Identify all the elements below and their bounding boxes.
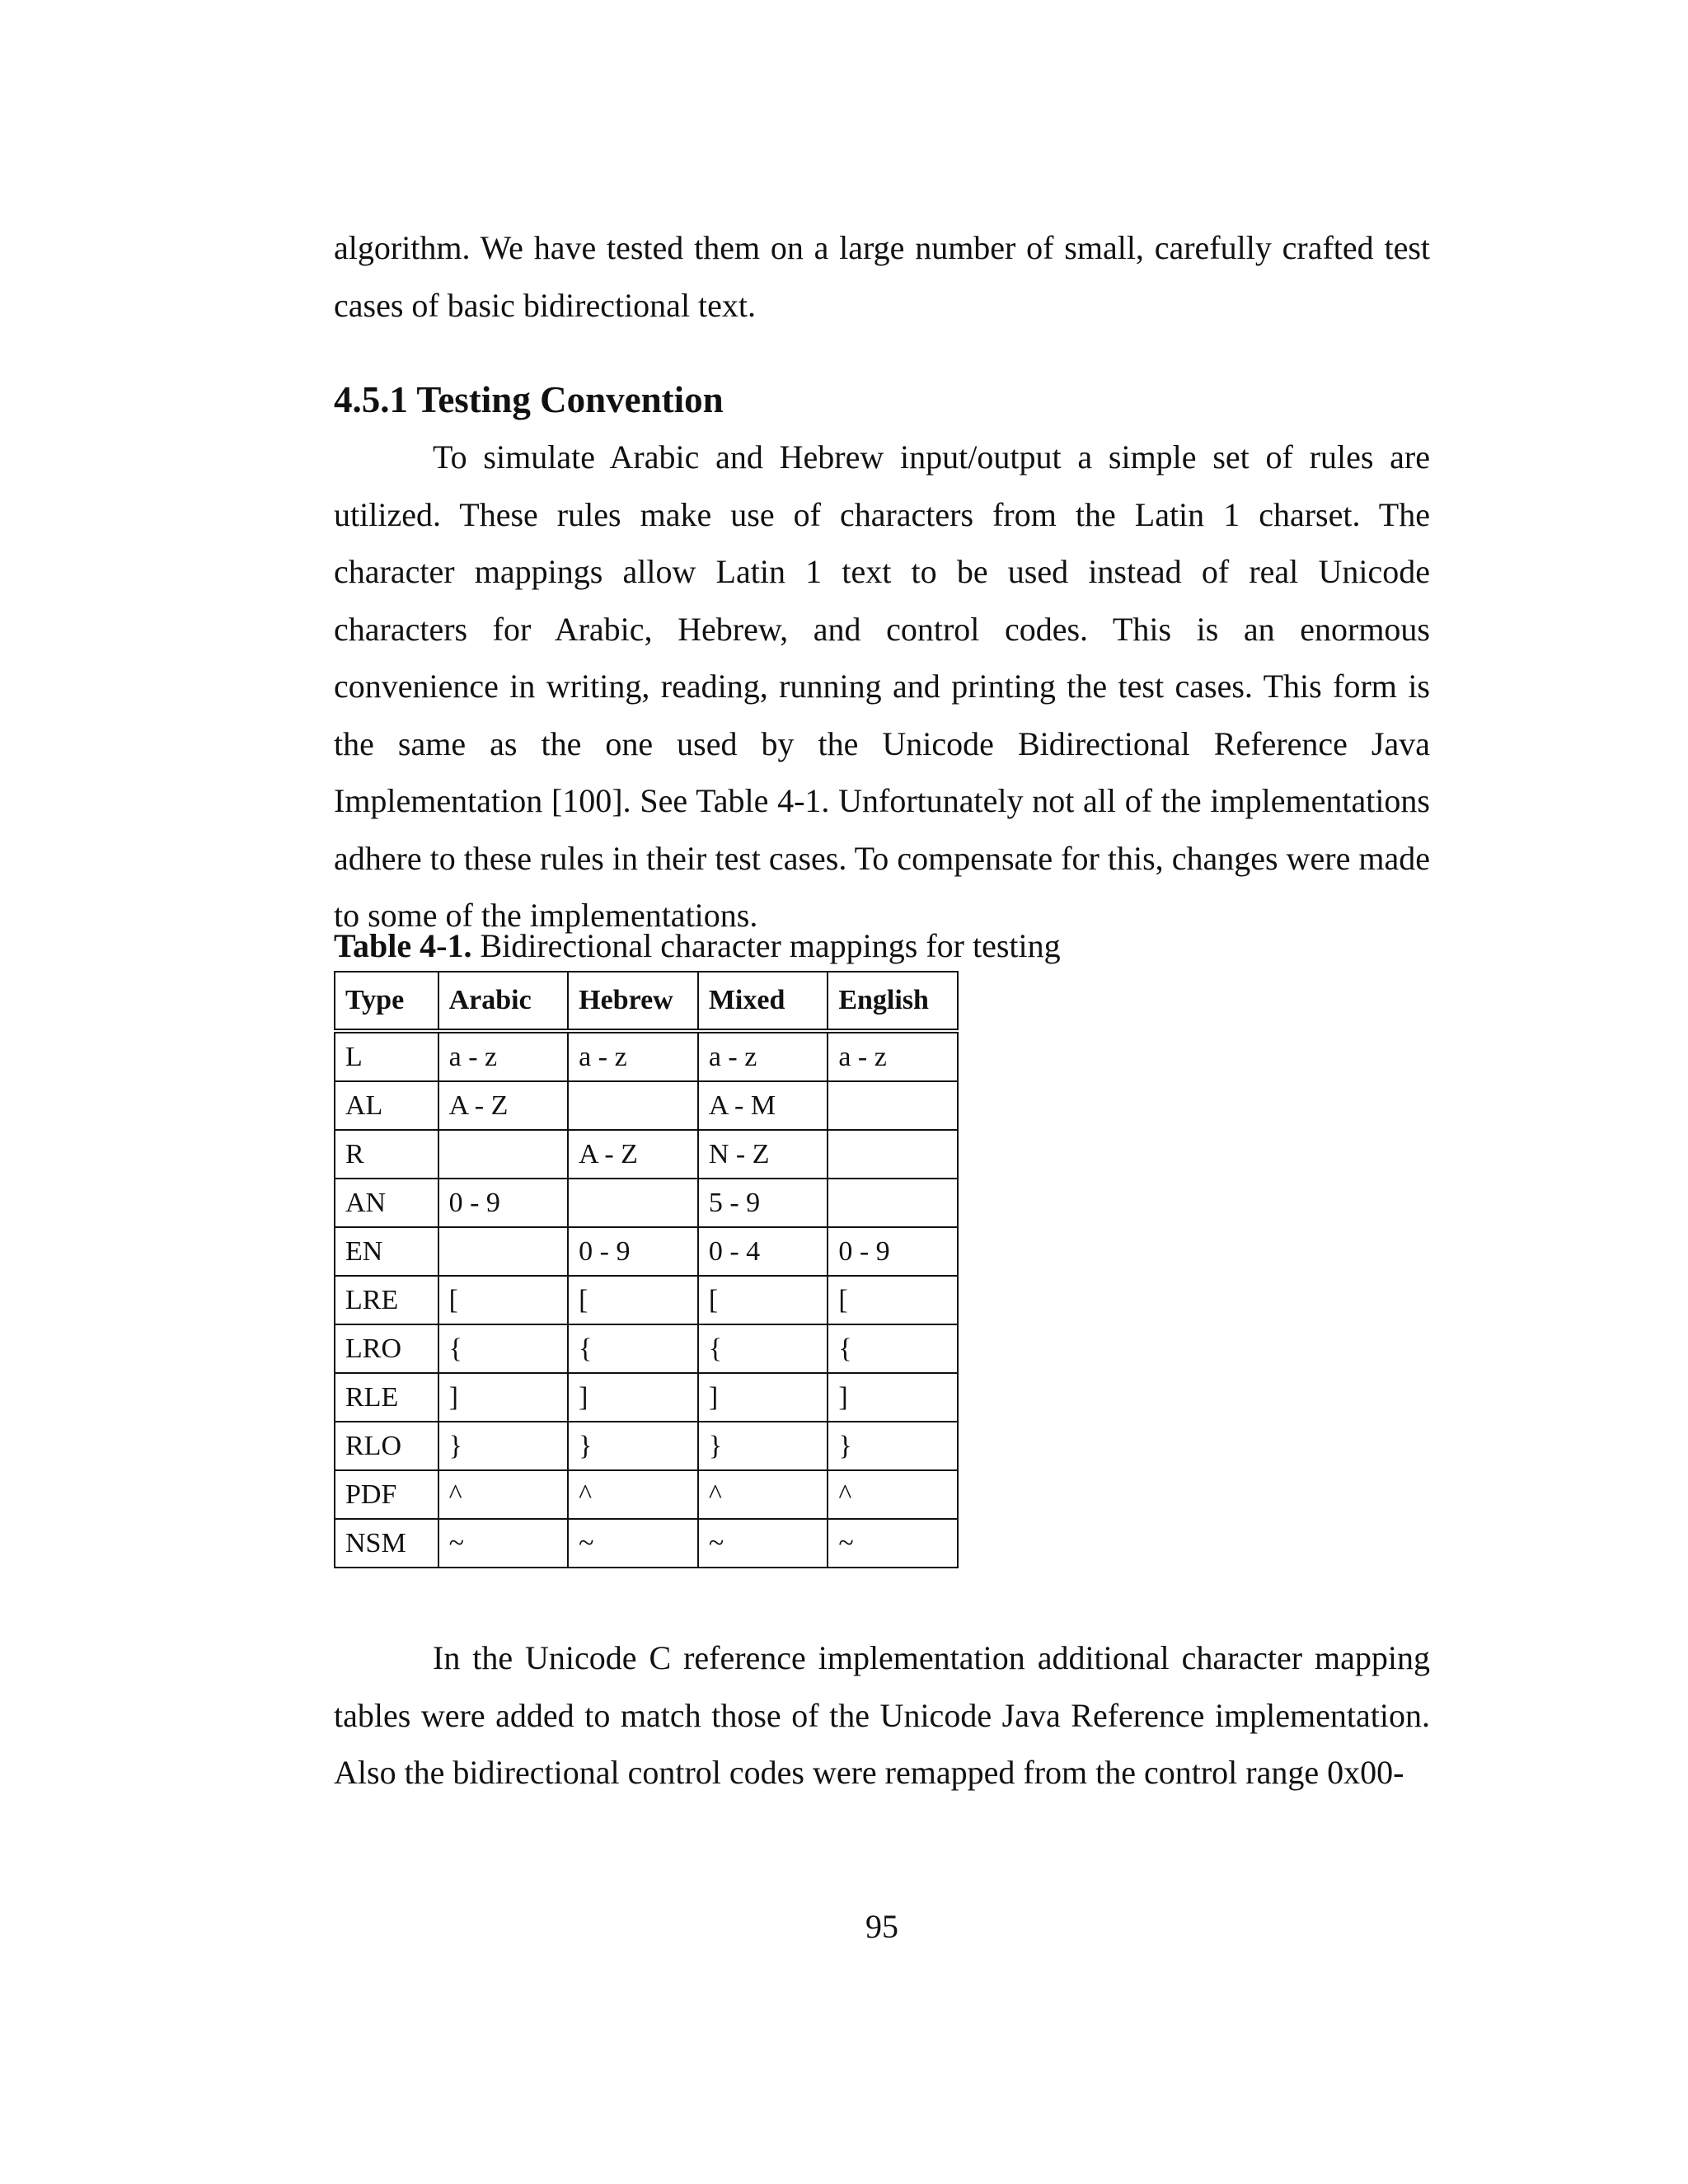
table-row — [335, 1130, 958, 1179]
cell-arabic: ^ — [438, 1470, 569, 1519]
cell-english: a - z — [828, 1031, 958, 1081]
cell-english — [828, 1179, 958, 1227]
cell-arabic — [438, 1130, 569, 1179]
cell-arabic: 0 - 9 — [438, 1179, 569, 1227]
cell-mixed: { — [698, 1324, 828, 1373]
cell-hebrew: [ — [568, 1276, 698, 1324]
cell-type: PDF — [335, 1470, 438, 1519]
cell-arabic: A - Z — [438, 1081, 569, 1130]
table-row — [335, 1031, 958, 1081]
table-row — [335, 1227, 958, 1276]
cell-mixed: 5 - 9 — [698, 1179, 828, 1227]
header-hebrew: Hebrew — [568, 972, 698, 1031]
cell-mixed: ^ — [698, 1470, 828, 1519]
cell-arabic: [ — [438, 1276, 569, 1324]
page-number: 95 — [865, 1908, 898, 1945]
cell-type: LRO — [335, 1324, 438, 1373]
closing-paragraph: In the Unicode C reference implementation additional character mapping tables were added to match those of the Unicode Java Reference implementation. Also the bidirectional control codes were remapped from the control range 0x00- — [334, 1639, 1430, 1791]
cell-type: L — [335, 1031, 438, 1081]
cell-english: ] — [828, 1373, 958, 1422]
cell-mixed: ~ — [698, 1519, 828, 1568]
cell-mixed: a - z — [698, 1031, 828, 1081]
header-arabic: Arabic — [438, 972, 569, 1031]
cell-type: RLO — [335, 1422, 438, 1470]
intro-paragraph: algorithm. We have tested them on a large number of small, carefully crafted test cases of basic bidirectional text. — [334, 229, 1430, 324]
cell-hebrew: { — [568, 1324, 698, 1373]
cell-english: [ — [828, 1276, 958, 1324]
cell-english: } — [828, 1422, 958, 1470]
cell-mixed: } — [698, 1422, 828, 1470]
cell-arabic: a - z — [438, 1031, 569, 1081]
cell-mixed: ] — [698, 1373, 828, 1422]
table-row — [335, 1519, 958, 1568]
cell-type: R — [335, 1130, 438, 1179]
cell-english: 0 - 9 — [828, 1227, 958, 1276]
cell-arabic: } — [438, 1422, 569, 1470]
cell-type: AN — [335, 1179, 438, 1227]
header-type: Type — [335, 972, 438, 1031]
table-body — [335, 1031, 958, 1568]
table-row — [335, 1081, 958, 1130]
table-caption-label: Table 4-1. — [334, 927, 472, 964]
table-row — [335, 1373, 958, 1422]
cell-type: AL — [335, 1081, 438, 1130]
table-row — [335, 1470, 958, 1519]
cell-english — [828, 1130, 958, 1179]
cell-hebrew: ^ — [568, 1470, 698, 1519]
cell-mixed: [ — [698, 1276, 828, 1324]
cell-english: { — [828, 1324, 958, 1373]
cell-hebrew: A - Z — [568, 1130, 698, 1179]
cell-english: ^ — [828, 1470, 958, 1519]
character-mapping-table — [334, 971, 959, 1568]
cell-hebrew — [568, 1179, 698, 1227]
cell-arabic: ] — [438, 1373, 569, 1422]
cell-hebrew: ] — [568, 1373, 698, 1422]
cell-hebrew: 0 - 9 — [568, 1227, 698, 1276]
table-row — [335, 1324, 958, 1373]
table-caption — [334, 923, 1061, 969]
cell-arabic: ~ — [438, 1519, 569, 1568]
cell-english: ~ — [828, 1519, 958, 1568]
cell-arabic: { — [438, 1324, 569, 1373]
cell-type: RLE — [335, 1373, 438, 1422]
cell-mixed: 0 - 4 — [698, 1227, 828, 1276]
header-english: English — [828, 972, 958, 1031]
cell-arabic — [438, 1227, 569, 1276]
cell-hebrew: a - z — [568, 1031, 698, 1081]
cell-type: EN — [335, 1227, 438, 1276]
cell-type: LRE — [335, 1276, 438, 1324]
table-row — [335, 1179, 958, 1227]
table-caption-text: Bidirectional character mappings for testing — [471, 927, 1061, 964]
table-header-row — [335, 972, 958, 1031]
header-mixed: Mixed — [698, 972, 828, 1031]
cell-hebrew — [568, 1081, 698, 1130]
cell-mixed: A - M — [698, 1081, 828, 1130]
convention-paragraph: To simulate Arabic and Hebrew input/output a simple set of rules are utilized. These rules make use of characters from the Latin 1 charset. The character mappings allow Latin 1 text to be used instead of real Unicode characters for Arabic, Hebrew, and control codes. This is an enormous convenience in writing, reading, running and printing the test cases. This form is the same as the one used by the Unicode Bidirectional Reference Java Implementation [100]. See Table 4-1. Unfortunately not all of the implementations adhere to these rules in their test cases. To compensate for this, changes were made to some of the implementations. — [334, 438, 1430, 934]
cell-hebrew: } — [568, 1422, 698, 1470]
document-page — [334, 0, 1430, 2184]
table-row — [335, 1276, 958, 1324]
cell-hebrew: ~ — [568, 1519, 698, 1568]
cell-english — [828, 1081, 958, 1130]
section-heading: 4.5.1 Testing Convention — [334, 379, 724, 420]
cell-type: NSM — [335, 1519, 438, 1568]
table-row — [335, 1422, 958, 1470]
cell-mixed: N - Z — [698, 1130, 828, 1179]
